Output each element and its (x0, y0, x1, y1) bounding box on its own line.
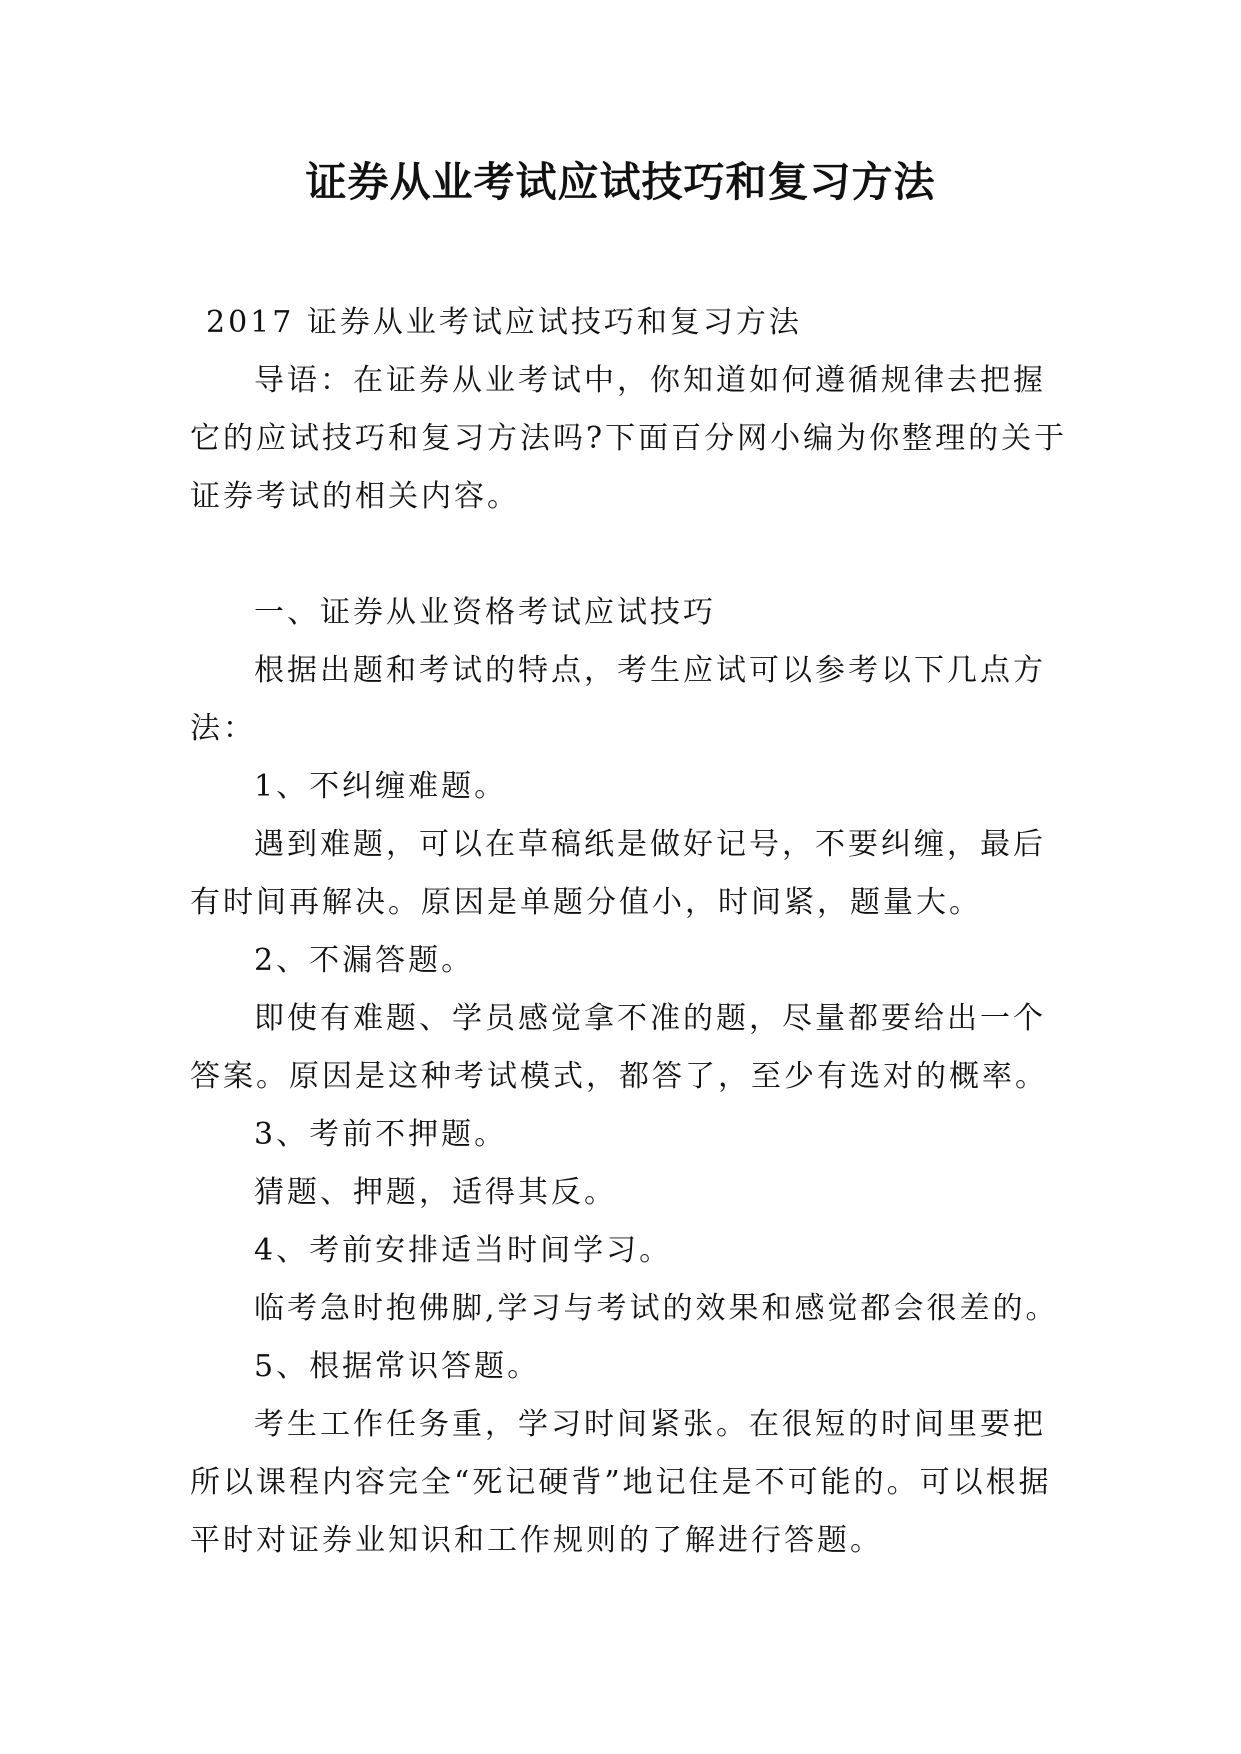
tip-body: 猜题、押题，适得其反。 (254, 1175, 617, 1210)
tip-body: 考生工作任务重，学习时间紧张。在很短的时间里要把所以课程内容完全“死记硬背”地记住是不可能的。可以根据平时对证券业知识和工作规则的了解进行答题。 (190, 1407, 1052, 1558)
tip-heading: 4、考前安排适当时间学习。 (254, 1233, 673, 1268)
document-title: 证券从业考试应试技巧和复习方法 (305, 158, 936, 206)
intro-paragraph: 导语：在证券从业考试中，你知道如何遵循规律去把握它的应试技巧和复习方法吗?下面百分网小编为你整理的关于证券考试的相关内容。 (190, 363, 1068, 514)
tip-heading: 2、不漏答题。 (254, 943, 475, 978)
document-body (190, 294, 1070, 1570)
tip-heading: 3、考前不押题。 (254, 1117, 508, 1152)
paragraph-spacer (190, 526, 1070, 584)
section-intro: 根据出题和考试的特点，考生应试可以参考以下几点方法： (190, 653, 1046, 746)
tip-heading: 5、根据常识答题。 (254, 1349, 541, 1384)
tip-body: 遇到难题，可以在草稿纸是做好记号，不要纠缠，最后有时间再解决。原因是单题分值小，时间紧，题量大。 (190, 827, 1046, 920)
tip-heading: 1、不纠缠难题。 (254, 769, 508, 804)
section-heading: 一、证券从业资格考试应试技巧 (254, 595, 716, 630)
document-subtitle: 2017 证券从业考试应试技巧和复习方法 (206, 305, 802, 340)
tip-body: 即使有难题、学员感觉拿不准的题，尽量都要给出一个答案。原因是这种考试模式，都答了，至少有选对的概率。 (190, 1001, 1048, 1094)
tip-body: 临考急时抱佛脚,学习与考试的效果和感觉都会很差的。 (254, 1291, 1059, 1326)
